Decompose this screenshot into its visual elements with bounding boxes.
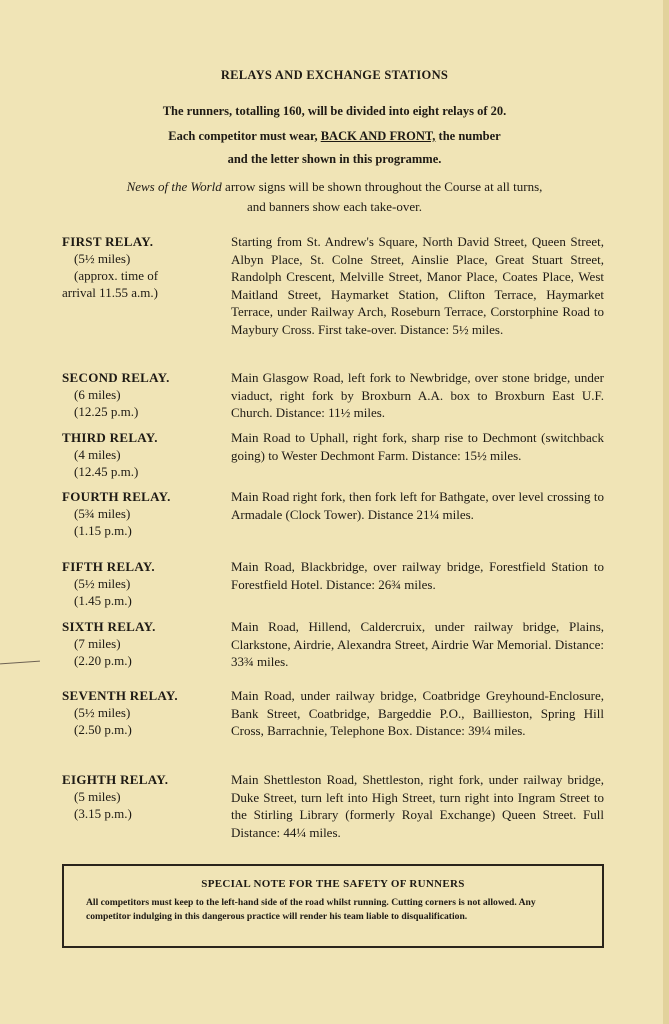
relay-route: Main Road right fork, then fork left for Bathgate, over level crossing to Armadale (Clock Tower). Distance 21¼ miles. xyxy=(231,489,604,522)
relay-time: (approx. time of xyxy=(74,268,159,283)
relay-time-line-2: arrival 11.55 a.m.) xyxy=(62,285,158,300)
relay-info xyxy=(62,687,222,738)
relay-route: Main Road to Uphall, right fork, sharp rise to Dechmont (switchback going) to Wester Dechmont Farm. Distance: 15½ miles. xyxy=(231,430,604,463)
relay-info xyxy=(62,618,222,669)
relay-time: (12.45 p.m.) xyxy=(74,464,139,479)
relay-name: EIGHTH RELAY. xyxy=(62,772,169,787)
intro-line-1: The runners, totalling 160, will be divided into eight relays of 20. xyxy=(162,104,507,118)
relay-time: (3.15 p.m.) xyxy=(74,806,132,821)
relay-name: FIRST RELAY. xyxy=(62,234,154,249)
relay-time: (2.20 p.m.) xyxy=(74,653,132,668)
relay-time: (2.50 p.m.) xyxy=(74,722,132,737)
relay-route: Main Shettleston Road, Shettleston, right fork, under railway bridge, Duke Street, turn left into High Street, turn right into Ingram Street to the Stirling Library (formerly Royal Exchange) Queen Street. Full Distance: 44¼ miles. xyxy=(231,772,604,840)
relay-miles: (5½ miles) xyxy=(74,251,131,266)
safety-note-box xyxy=(62,864,604,948)
relay-miles: (5¾ miles) xyxy=(74,506,131,521)
intro-emphasis: BACK AND FRONT, xyxy=(320,129,436,143)
signs-note xyxy=(0,177,669,217)
relay-miles: (7 miles) xyxy=(74,636,121,651)
relay-info xyxy=(62,558,222,609)
safety-note-title: SPECIAL NOTE FOR THE SAFETY OF RUNNERS xyxy=(201,878,465,890)
safety-note-text: All competitors must keep to the left-hand side of the road whilst running. Cutting corners is not allowed. Any competitor indulging in this dangerous practice will render his team liable to disqualification. xyxy=(86,897,536,922)
relay-route: Main Road, under railway bridge, Coatbridge Greyhound-Enclosure, Bank Street, Coatbridge, Bargeddie P.O., Baillieston, Spring Hill Cross, Barrachnie, Telephone Box. Distance: 39¼ miles. xyxy=(231,688,604,739)
relay-info xyxy=(62,488,222,539)
relay-info xyxy=(62,233,222,301)
relay-name: FIFTH RELAY. xyxy=(62,559,155,574)
relay-miles: (6 miles) xyxy=(74,387,121,402)
intro-line-2-pre: Each competitor must wear, xyxy=(168,129,321,143)
relay-info xyxy=(62,369,222,420)
relay-info xyxy=(62,429,222,480)
relay-route: Main Glasgow Road, left fork to Newbridge, over stone bridge, under viaduct, right fork by Broxburn A.A. box to Broxburn East U.F. Church. Distance: 11½ miles. xyxy=(231,370,604,421)
signs-line-1 xyxy=(0,177,669,197)
newspaper-title: News of the World xyxy=(126,179,222,194)
intro-line-2 xyxy=(0,129,669,144)
intro-line-2-post: the number xyxy=(435,129,501,143)
relay-miles: (5½ miles) xyxy=(74,576,131,591)
signs-line-2: and banners show each take-over. xyxy=(246,199,423,214)
relay-info xyxy=(62,771,222,822)
relay-name: SIXTH RELAY. xyxy=(62,619,156,634)
relay-time: (1.15 p.m.) xyxy=(74,523,132,538)
relay-name: SEVENTH RELAY. xyxy=(62,688,178,703)
relay-time: (12.25 p.m.) xyxy=(74,404,139,419)
relay-time: (1.45 p.m.) xyxy=(74,593,132,608)
relay-route: Starting from St. Andrew's Square, North David Street, Queen Street, Albyn Place, St. Colne Street, Ainslie Place, Great Stuart Street, Randolph Crescent, Melville Street, Manor Place, Coates Place, West Maitland Street, Haymarket Station, Clifton Terrace, Haymarket Terrace, under Railway Arch, Roseburn Terrace, Corstorphine Road to Maybury Cross. First take-over. Distance: 5½ miles. xyxy=(231,234,604,337)
relay-route: Main Road, Hillend, Caldercruix, under railway bridge, Plains, Clarkstone, Airdrie, Alexandra Street, Airdrie War Memorial. Distance: 33¾ miles. xyxy=(231,619,604,670)
pencil-mark xyxy=(0,661,40,665)
relay-name: SECOND RELAY. xyxy=(62,370,170,385)
page-title: RELAYS AND EXCHANGE STATIONS xyxy=(220,68,449,82)
relay-name: THIRD RELAY. xyxy=(62,430,158,445)
relay-miles: (4 miles) xyxy=(74,447,121,462)
relay-miles: (5 miles) xyxy=(74,789,121,804)
intro-line-3: and the letter shown in this programme. xyxy=(227,152,442,166)
relay-miles: (5½ miles) xyxy=(74,705,131,720)
relay-route: Main Road, Blackbridge, over railway bridge, Forestfield Station to Forestfield Hotel. Distance: 26¾ miles. xyxy=(231,559,604,592)
signs-line-1-rest: arrow signs will be shown throughout the Course at all turns, xyxy=(221,179,543,194)
relay-name: FOURTH RELAY. xyxy=(62,489,171,504)
